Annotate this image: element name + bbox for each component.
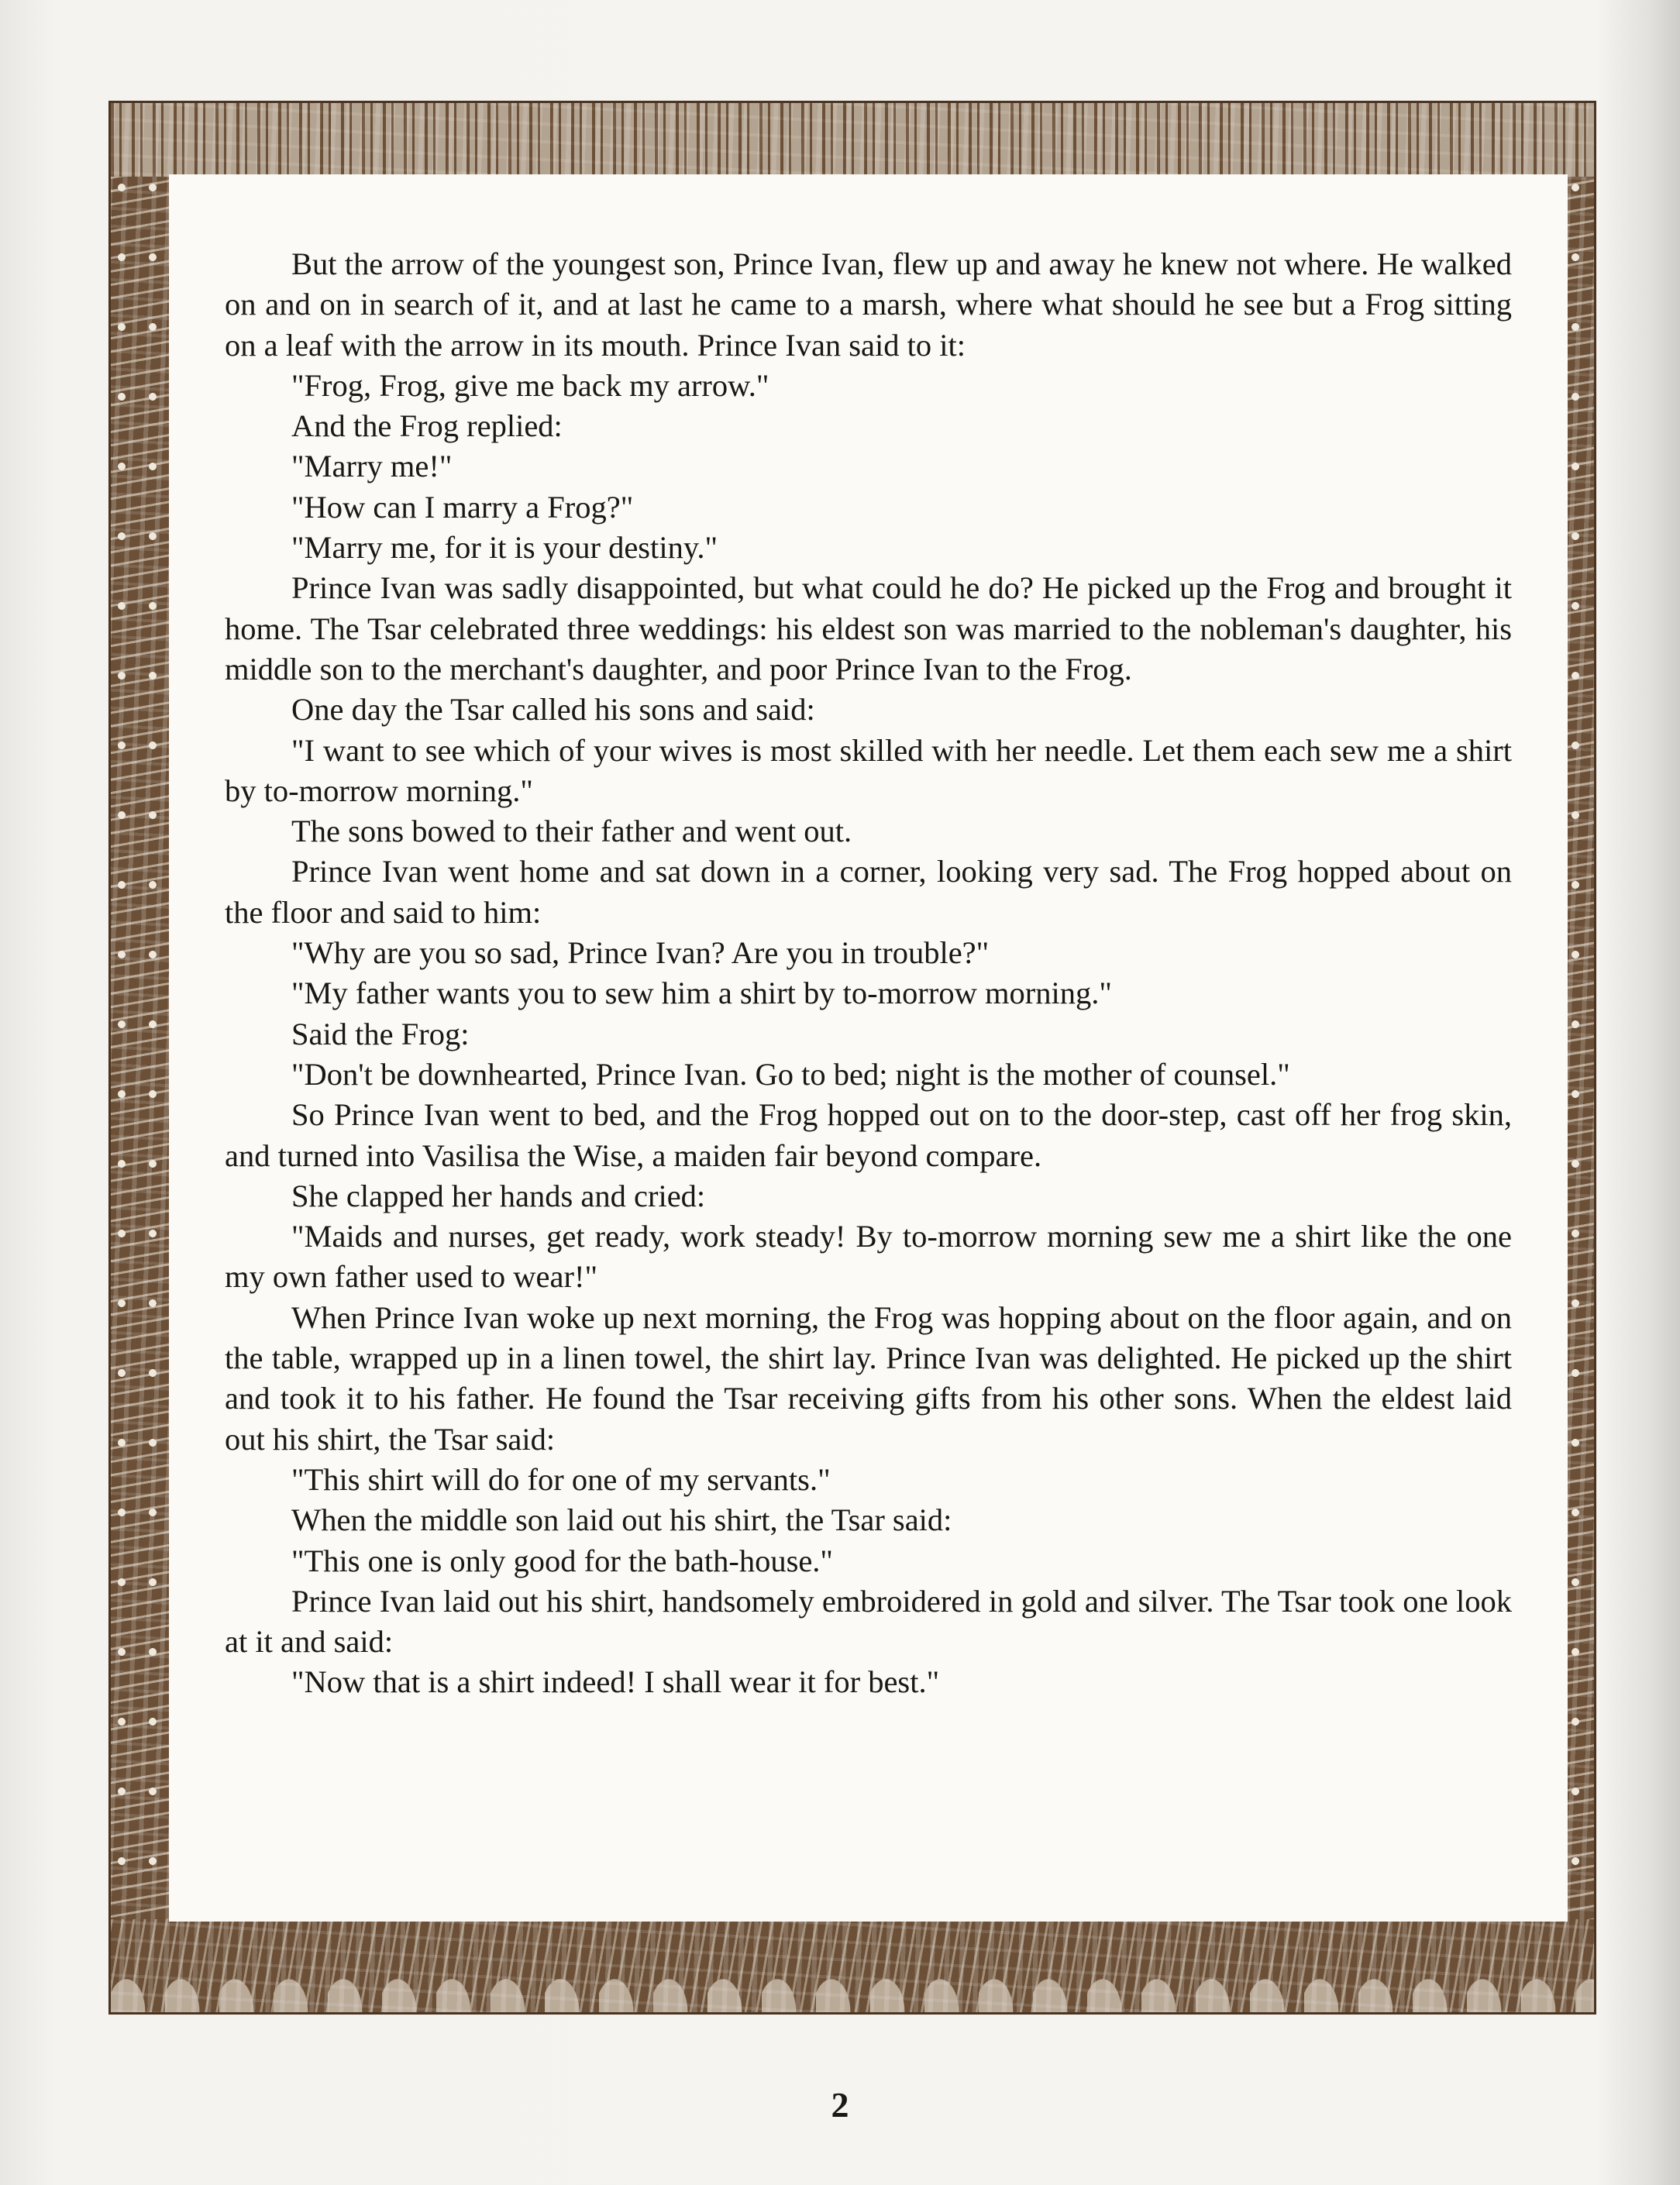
paragraph: "My father wants you to sew him a shirt by to-morrow morning.": [291, 976, 1112, 1011]
paragraph: Said the Frog:: [291, 1016, 470, 1051]
paragraph: Prince Ivan went home and sat down in a corner, looking very sad. The Frog hopped about on the floor and said to him:: [225, 854, 1512, 930]
story-text: [225, 244, 1512, 1703]
paragraph: When the middle son laid out his shirt, the Tsar said:: [291, 1502, 952, 1538]
paragraph: Prince Ivan was sadly disappointed, but what could he do? He picked up the Frog and brought it home. The Tsar celebrated three weddings: his eldest son was married to the nobleman's daughter, his middle son to the merchant's daughter, and poor Prince Ivan to the Frog.: [225, 570, 1512, 686]
paragraph: "How can I marry a Frog?": [291, 489, 634, 525]
paragraph: And the Frog replied:: [291, 408, 563, 444]
paragraph: One day the Tsar called his sons and said:: [291, 692, 815, 728]
paragraph: So Prince Ivan went to bed, and the Frog hopped out on to the door-step, cast off her frog skin, and turned into Vasilisa the Wise, a maiden fair beyond compare.: [225, 1097, 1512, 1173]
paragraph: "Why are you so sad, Prince Ivan? Are you in trouble?": [291, 935, 990, 971]
page-number: 2: [831, 2085, 849, 2125]
paragraph: "Frog, Frog, give me back my arrow.": [291, 367, 769, 403]
border-bottom-illustration: [111, 1919, 1594, 2012]
paragraph: "This one is only good for the bath-house.": [291, 1543, 833, 1578]
paragraph: But the arrow of the youngest son, Prince Ivan, flew up and away he knew not where. He walked on and on in search of it, and at last he came to a marsh, where what should he see but a Frog sitting on a leaf with the arrow in its mouth. Prince Ivan said to it:: [225, 246, 1512, 363]
paragraph: When Prince Ivan woke up next morning, the Frog was hopping about on the floor again, and on the table, wrapped up in a linen towel, the shirt lay. Prince Ivan was delighted. He picked up the shirt and took it to his father. He found the Tsar receiving gifts from his other sons. When the eldest laid out his shirt, the Tsar said:: [225, 1299, 1512, 1457]
border-top-illustration: [111, 103, 1594, 177]
paragraph: "Marry me, for it is your destiny.": [291, 530, 718, 566]
paragraph: "This shirt will do for one of my servants.": [291, 1461, 831, 1497]
paragraph: "Now that is a shirt indeed! I shall wear it for best.": [291, 1664, 940, 1700]
paragraph: Prince Ivan laid out his shirt, handsomely embroidered in gold and silver. The Tsar took one look at it and said:: [225, 1583, 1512, 1660]
paragraph: "Don't be downhearted, Prince Ivan. Go to bed; night is the mother of counsel.": [291, 1056, 1290, 1092]
text-panel: [169, 174, 1568, 1922]
paragraph: "I want to see which of your wives is most skilled with her needle. Let them each sew me a shirt by to-morrow morning.": [225, 732, 1512, 808]
paragraph: "Marry me!": [291, 449, 453, 484]
paragraph: "Maids and nurses, get ready, work steady! By to-morrow morning sew me a shirt like the one my own father used to wear!": [225, 1219, 1512, 1295]
paragraph: The sons bowed to their father and went out.: [291, 814, 852, 849]
border-left-illustration: [111, 177, 171, 1919]
paragraph: She clapped her hands and cried:: [291, 1178, 706, 1213]
